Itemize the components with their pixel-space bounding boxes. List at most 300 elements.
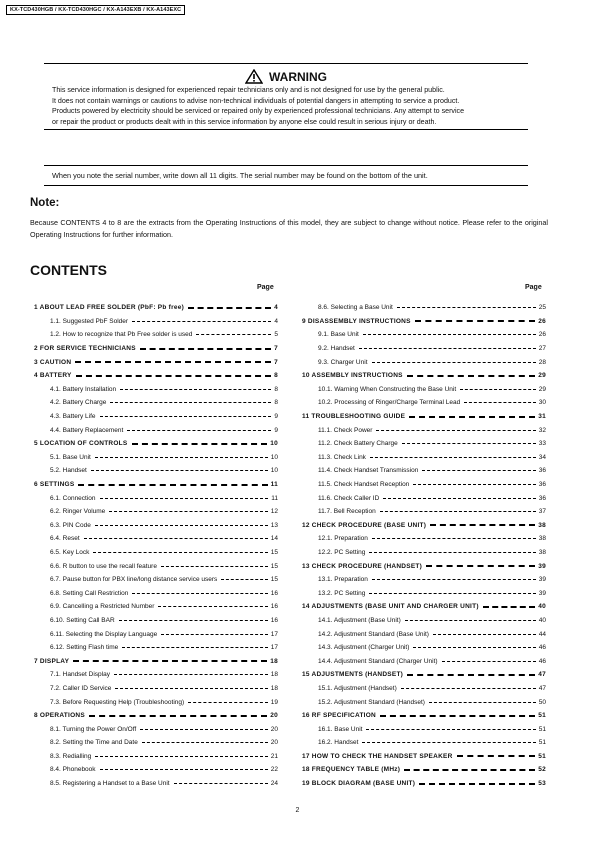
toc-leader (415, 320, 536, 322)
toc-entry-page: 9 (274, 413, 278, 421)
toc-leader (409, 416, 535, 418)
toc-entry-page: 44 (538, 630, 546, 638)
toc-entry-title: 6.8. Setting Call Restriction (50, 589, 129, 597)
toc-section-entry[interactable] (302, 750, 546, 764)
toc-subsection-entry[interactable] (302, 546, 546, 560)
toc-subsection-entry[interactable] (34, 750, 278, 764)
toc-leader (100, 416, 272, 417)
toc-subsection-entry[interactable] (302, 342, 546, 356)
toc-entry-title: 11.6. Check Caller ID (318, 494, 380, 502)
toc-subsection-entry[interactable] (34, 736, 278, 750)
toc-leader (93, 552, 267, 553)
toc-entry-title: 6.3. PIN Code (50, 521, 91, 529)
toc-section-entry[interactable] (34, 355, 278, 369)
toc-subsection-entry[interactable] (302, 491, 546, 505)
toc-subsection-entry[interactable] (34, 573, 278, 587)
toc-entry-page: 5 (274, 331, 278, 339)
toc-entry-page: 10 (270, 467, 278, 475)
toc-subsection-entry[interactable] (302, 464, 546, 478)
model-header: KX-TCD430HGB / KX-TCD430HGC / KX-A143EXB / KX-A143EXC (6, 5, 185, 15)
toc-entry-page: 11 (270, 481, 278, 489)
toc-subsection-entry[interactable] (34, 383, 278, 397)
toc-subsection-entry[interactable] (302, 614, 546, 628)
toc-entry-title: 8.5. Registering a Handset to a Base Unit (50, 780, 170, 788)
toc-leader (369, 593, 535, 594)
warning-heading (44, 69, 528, 85)
warning-triangle-icon (245, 69, 263, 84)
toc-entry-title: 2 FOR SERVICE TECHNICIANS (34, 345, 136, 353)
toc-entry-page: 19 (270, 698, 278, 706)
toc-subsection-entry[interactable] (34, 505, 278, 519)
toc-entry-page: 17 (270, 630, 278, 638)
toc-leader (483, 606, 536, 608)
toc-subsection-entry[interactable] (302, 355, 546, 369)
toc-leader (84, 538, 268, 539)
toc-subsection-entry[interactable] (302, 682, 546, 696)
toc-entry-page: 51 (538, 739, 546, 747)
toc-entry-page: 52 (538, 766, 546, 774)
toc-entry-page: 10 (270, 440, 278, 448)
toc-leader (115, 688, 267, 689)
toc-entry-page: 21 (270, 752, 278, 760)
toc-entry-page: 18 (270, 671, 278, 679)
toc-section-entry[interactable] (302, 600, 546, 614)
toc-entry-title: 6.1. Connection (50, 494, 96, 502)
toc-entry-title: 1 ABOUT LEAD FREE SOLDER (PbF: Pb free) (34, 304, 184, 312)
toc-subsection-entry[interactable] (34, 532, 278, 546)
toc-entry-page: 17 (270, 644, 278, 652)
toc-entry-page: 27 (538, 345, 546, 353)
toc-entry-title: 13.1. Preparation (318, 576, 368, 584)
toc-entry-page: 26 (538, 331, 546, 339)
toc-entry-page: 20 (270, 739, 278, 747)
toc-section-entry[interactable] (302, 709, 546, 723)
toc-subsection-entry[interactable] (302, 736, 546, 750)
toc-subsection-entry[interactable] (34, 491, 278, 505)
toc-leader (174, 783, 268, 784)
warning-line: This service information is designed for experienced repair technicians only and is not designed for use by the general public. (52, 86, 445, 94)
toc-entry-title: 5.1. Base Unit (50, 453, 91, 461)
toc-subsection-entry[interactable] (34, 328, 278, 342)
toc-entry-title: 13.2. PC Setting (318, 589, 366, 597)
toc-entry-page: 39 (538, 562, 546, 570)
page-column-label-right: Page (525, 284, 542, 291)
toc-entry-title: 14.3. Adjustment (Charger Unit) (318, 644, 410, 652)
toc-leader (404, 769, 535, 771)
toc-subsection-entry[interactable] (302, 383, 546, 397)
toc-leader (372, 362, 536, 363)
toc-subsection-entry[interactable] (302, 695, 546, 709)
warning-line: It does not contain warnings or cautions to advise non-technical individuals of potential dangers in attempting to service a product. (52, 96, 460, 105)
toc-leader (442, 661, 536, 662)
toc-leader (132, 321, 271, 322)
toc-section-entry[interactable] (302, 777, 546, 791)
toc-entry-page: 7 (274, 345, 278, 353)
toc-entry-page: 40 (538, 603, 546, 611)
toc-entry-page: 12 (270, 508, 278, 516)
toc-entry-page: 31 (538, 413, 546, 421)
toc-entry-page: 39 (538, 589, 546, 597)
toc-entry-title: 10.2. Processing of Ringer/Charge Terminal Lead (318, 399, 461, 407)
toc-section-entry[interactable] (302, 763, 546, 777)
toc-leader (380, 511, 536, 512)
toc-leader (433, 634, 536, 635)
toc-entry-title: 16.2. Handset (318, 739, 359, 747)
toc-entry-page: 50 (538, 698, 546, 706)
toc-entry-page: 20 (270, 725, 278, 733)
toc-leader (362, 742, 535, 743)
toc-entry-title: 6.12. Setting Flash time (50, 644, 119, 652)
toc-entry-page: 37 (538, 508, 546, 516)
toc-entry-page: 36 (538, 481, 546, 489)
toc-entry-title: 12 CHECK PROCEDURE (BASE UNIT) (302, 521, 427, 529)
toc-subsection-entry[interactable] (302, 505, 546, 519)
toc-entry-title: 14 ADJUSTMENTS (BASE UNIT AND CHARGER UNIT) (302, 603, 479, 611)
toc-entry-title: 11.3. Check Link (318, 453, 366, 461)
toc-section-entry[interactable] (34, 654, 278, 668)
toc-subsection-entry[interactable] (302, 654, 546, 668)
toc-leader (413, 647, 535, 648)
toc-entry-title: 6.6. R button to use the recall feature (50, 562, 157, 570)
toc-entry-page: 24 (270, 780, 278, 788)
toc-subsection-entry[interactable] (34, 396, 278, 410)
toc-entry-title: 11.1. Check Power (318, 426, 373, 434)
toc-entry-title: 9 DISASSEMBLY INSTRUCTIONS (302, 317, 411, 325)
toc-entry-title: 8.1. Turning the Power On/Off (50, 725, 137, 733)
toc-entry-page: 32 (538, 426, 546, 434)
toc-leader (380, 715, 535, 717)
toc-entry-title: 6.7. Pause button for PBX line/long distance service users (50, 576, 218, 584)
toc-leader (430, 524, 535, 526)
toc-entry-title: 11.2. Check Battery Charge (318, 440, 398, 448)
toc-entry-title: 10 ASSEMBLY INSTRUCTIONS (302, 372, 403, 380)
toc-entry-title: 11.4. Check Handset Transmission (318, 467, 419, 475)
toc-subsection-entry[interactable] (34, 546, 278, 560)
toc-entry-title: 12.1. Preparation (318, 535, 368, 543)
toc-subsection-entry[interactable] (302, 722, 546, 736)
toc-leader (100, 769, 268, 770)
toc-leader (376, 430, 535, 431)
toc-entry-title: 9.1. Base Unit (318, 331, 359, 339)
toc-section-entry[interactable] (302, 668, 546, 682)
toc-leader (91, 470, 268, 471)
toc-entry-page: 7 (274, 358, 278, 366)
toc-section-entry[interactable] (302, 559, 546, 573)
toc-entry-page: 30 (538, 399, 546, 407)
toc-entry-title: 7.1. Handset Display (50, 671, 110, 679)
toc-section-entry[interactable] (302, 369, 546, 383)
toc-entry-page: 8 (274, 399, 278, 407)
warning-title: WARNING (269, 69, 327, 84)
toc-subsection-entry[interactable] (34, 627, 278, 641)
toc-entry-page: 4 (274, 304, 278, 312)
toc-entry-page: 8 (274, 372, 278, 380)
toc-entry-title: 8.2. Setting the Time and Date (50, 739, 138, 747)
toc-entry-title: 6.2. Ringer Volume (50, 508, 106, 516)
toc-leader (140, 348, 271, 350)
toc-entry-title: 4.1. Battery Installation (50, 385, 117, 393)
toc-subsection-entry[interactable] (34, 423, 278, 437)
toc-entry-page: 36 (538, 494, 546, 502)
page-column-label-left: Page (257, 284, 274, 291)
toc-leader (73, 660, 267, 662)
toc-leader (95, 457, 268, 458)
toc-subsection-entry[interactable] (302, 423, 546, 437)
toc-entry-title: 5.2. Handset (50, 467, 87, 475)
toc-leader (372, 538, 536, 539)
toc-subsection-entry[interactable] (302, 627, 546, 641)
toc-leader (95, 756, 268, 757)
toc-entry-title: 6.10. Setting Call BAR (50, 616, 115, 624)
toc-leader (363, 334, 536, 335)
toc-leader (95, 525, 268, 526)
toc-entry-page: 40 (538, 616, 546, 624)
toc-leader (161, 634, 268, 635)
toc-entry-title: 14.1. Adjustment (Base Unit) (318, 616, 401, 624)
toc-subsection-entry[interactable] (34, 682, 278, 696)
toc-subsection-entry[interactable] (34, 464, 278, 478)
toc-leader (372, 579, 536, 580)
toc-entry-page: 18 (270, 684, 278, 692)
toc-entry-page: 29 (538, 372, 546, 380)
toc-leader (142, 742, 268, 743)
toc-leader (132, 443, 268, 445)
toc-entry-page: 16 (270, 616, 278, 624)
toc-subsection-entry[interactable] (302, 532, 546, 546)
toc-entry-page: 51 (538, 725, 546, 733)
toc-leader (460, 389, 536, 390)
toc-subsection-entry[interactable] (34, 315, 278, 329)
toc-subsection-entry[interactable] (302, 451, 546, 465)
toc-entry-page: 15 (270, 548, 278, 556)
toc-entry-page: 11 (271, 494, 278, 502)
toc-entry-title: 8.4. Phonebook (50, 766, 96, 774)
toc-entry-page: 25 (538, 304, 546, 312)
toc-leader (429, 702, 536, 703)
toc-entry-title: 15.1. Adjustment (Handset) (318, 684, 397, 692)
toc-leader (188, 702, 268, 703)
toc-leader (75, 361, 271, 363)
toc-entry-page: 51 (538, 752, 546, 760)
toc-subsection-entry[interactable] (34, 559, 278, 573)
toc-entry-title: 9.2. Handset (318, 345, 355, 353)
toc-entry-title: 16 RF SPECIFICATION (302, 712, 376, 720)
toc-leader (419, 783, 535, 785)
toc-entry-page: 38 (538, 548, 546, 556)
toc-entry-title: 15 ADJUSTMENTS (HANDSET) (302, 671, 404, 679)
toc-subsection-entry[interactable] (34, 668, 278, 682)
toc-entry-page: 36 (538, 467, 546, 475)
toc-leader (221, 579, 267, 580)
toc-entry-page: 33 (538, 440, 546, 448)
toc-leader (76, 375, 271, 377)
toc-entry-page: 16 (270, 603, 278, 611)
toc-section-entry[interactable] (302, 410, 546, 424)
toc-entry-title: 16.1. Base Unit (318, 725, 363, 733)
toc-leader (120, 389, 271, 390)
warning-text (52, 85, 528, 127)
toc-subsection-entry[interactable] (302, 328, 546, 342)
toc-section-entry[interactable] (34, 478, 278, 492)
toc-entry-title: 4 BATTERY (34, 372, 72, 380)
toc-entry-page: 22 (270, 766, 278, 774)
warning-line: Products powered by electricity should be serviced or repaired only by experienced professional technicians. Any attempt to service (52, 107, 465, 115)
toc-entry-page: 34 (538, 453, 546, 461)
toc-entry-title: 5 LOCATION OF CONTROLS (34, 440, 128, 448)
toc-entry-page: 47 (538, 684, 546, 692)
toc-leader (383, 498, 535, 499)
toc-leader (127, 430, 271, 431)
toc-entry-title: 10.1. Warning When Constructing the Base Unit (318, 385, 457, 393)
toc-entry-page: 14 (270, 535, 278, 543)
toc-entry-title: 6.9. Cancelling a Restricted Number (50, 603, 155, 611)
toc-leader (407, 375, 536, 377)
toc-leader (397, 307, 536, 308)
toc-entry-title: 15.2. Adjustment Standard (Handset) (318, 698, 425, 706)
toc-subsection-entry[interactable] (302, 437, 546, 451)
toc-entry-page: 4 (274, 317, 278, 325)
toc-leader (188, 307, 271, 309)
toc-subsection-entry[interactable] (34, 695, 278, 709)
toc-entry-page: 20 (270, 712, 278, 720)
toc-subsection-entry[interactable] (302, 478, 546, 492)
toc-entry-title: 6.4. Reset (50, 535, 80, 543)
toc-leader (122, 647, 267, 648)
toc-subsection-entry[interactable] (34, 641, 278, 655)
toc-leader (161, 566, 268, 567)
toc-leader (140, 729, 268, 730)
toc-column-left (34, 301, 278, 790)
toc-entry-title: 13 CHECK PROCEDURE (HANDSET) (302, 562, 423, 570)
toc-entry-title: 8.3. Redialling (50, 752, 92, 760)
toc-section-entry[interactable] (34, 709, 278, 723)
toc-leader (100, 498, 269, 499)
page-number: 2 (295, 807, 300, 814)
toc-entry-page: 26 (538, 317, 546, 325)
toc-subsection-entry[interactable] (34, 410, 278, 424)
toc-entry-title: 8.6. Selecting a Base Unit (318, 304, 393, 312)
toc-leader (422, 470, 535, 471)
toc-subsection-entry[interactable] (302, 396, 546, 410)
note-heading: Note: (30, 197, 60, 209)
toc-entry-page: 16 (270, 589, 278, 597)
toc-entry-title: 11.5. Check Handset Reception (318, 481, 410, 489)
toc-entry-page: 46 (538, 657, 546, 665)
toc-entry-page: 18 (270, 657, 278, 665)
toc-section-entry[interactable] (34, 437, 278, 451)
toc-section-entry[interactable] (34, 301, 278, 315)
toc-section-entry[interactable] (302, 519, 546, 533)
toc-subsection-entry[interactable] (34, 600, 278, 614)
toc-entry-title: 8 OPERATIONS (34, 712, 85, 720)
toc-entry-title: 7 DISPLAY (34, 657, 70, 665)
toc-leader (426, 565, 535, 567)
toc-subsection-entry[interactable] (34, 777, 278, 791)
toc-leader (132, 593, 267, 594)
warning-box (44, 63, 528, 130)
toc-subsection-entry[interactable] (302, 586, 546, 600)
serial-number-note: When you note the serial number, write down all 11 digits. The serial number may be found on the bottom of the unit. (44, 165, 528, 186)
toc-entry-title: 14.2. Adjustment Standard (Base Unit) (318, 630, 429, 638)
toc-subsection-entry[interactable] (302, 573, 546, 587)
toc-entry-title: 4.2. Battery Charge (50, 399, 107, 407)
toc-entry-page: 15 (270, 576, 278, 584)
toc-leader (401, 688, 536, 689)
toc-entry-title: 4.4. Battery Replacement (50, 426, 124, 434)
toc-entry-title: 7.3. Before Requesting Help (Troubleshooting) (50, 698, 185, 706)
toc-leader (110, 402, 271, 403)
toc-leader (196, 334, 271, 335)
toc-section-entry[interactable] (302, 315, 546, 329)
toc-entry-page: 46 (538, 644, 546, 652)
toc-entry-title: 4.3. Battery Life (50, 413, 96, 421)
toc-entry-page: 47 (538, 671, 546, 679)
toc-entry-title: 9.3. Charger Unit (318, 358, 368, 366)
toc-entry-page: 10 (270, 453, 278, 461)
toc-entry-page: 13 (270, 521, 278, 529)
toc-section-entry[interactable] (34, 369, 278, 383)
toc-column-right (302, 301, 546, 790)
toc-leader (109, 511, 267, 512)
toc-entry-title: 7.2. Caller ID Service (50, 684, 112, 692)
toc-subsection-entry[interactable] (34, 722, 278, 736)
toc-entry-title: 19 BLOCK DIAGRAM (BASE UNIT) (302, 780, 416, 788)
toc-entry-page: 38 (538, 521, 546, 529)
toc-entry-title: 1.1. Suggested PbF Solder (50, 317, 129, 325)
toc-subsection-entry[interactable] (34, 451, 278, 465)
toc-entry-title: 6.5. Key Lock (50, 548, 90, 556)
toc-entry-page: 38 (538, 535, 546, 543)
toc-entry-page: 15 (270, 562, 278, 570)
toc-leader (457, 755, 536, 757)
toc-entry-page: 9 (274, 426, 278, 434)
toc-leader (78, 484, 267, 486)
toc-subsection-entry[interactable] (34, 614, 278, 628)
toc-leader (119, 620, 268, 621)
toc-entry-title: 18 FREQUENCY TABLE (MHz) (302, 766, 401, 774)
toc-subsection-entry[interactable] (302, 641, 546, 655)
toc-entry-page: 53 (538, 780, 546, 788)
toc-entry-page: 8 (274, 385, 278, 393)
toc-leader (464, 402, 536, 403)
toc-entry-title: 3 CAUTION (34, 358, 72, 366)
toc-entry-title: 6.11. Selecting the Display Language (50, 630, 158, 638)
toc-entry-title: 12.2. PC Setting (318, 548, 366, 556)
toc-leader (114, 674, 268, 675)
toc-subsection-entry[interactable] (34, 586, 278, 600)
toc-entry-title: 11 TROUBLESHOOTING GUIDE (302, 413, 406, 421)
toc-subsection-entry[interactable] (34, 519, 278, 533)
toc-leader (369, 552, 535, 553)
toc-entry-title: 1.2. How to recognize that Pb Free solder is used (50, 331, 193, 339)
toc-entry-title: 17 HOW TO CHECK THE HANDSET SPEAKER (302, 752, 453, 760)
toc-entry-page: 39 (538, 576, 546, 584)
toc-section-entry[interactable] (34, 342, 278, 356)
toc-entry-page: 28 (538, 358, 546, 366)
toc-subsection-entry[interactable] (302, 301, 546, 315)
toc-leader (366, 729, 535, 730)
contents-heading: CONTENTS (30, 262, 107, 278)
warning-line: or repair the product or products dealt with in this service information by anyone else could result in serious injury or death. (52, 117, 437, 126)
toc-leader (405, 620, 536, 621)
toc-leader (158, 606, 267, 607)
toc-entry-page: 29 (538, 385, 546, 393)
toc-leader (359, 348, 536, 349)
toc-subsection-entry[interactable] (34, 763, 278, 777)
toc-leader (370, 457, 536, 458)
toc-entry-title: 6 SETTINGS (34, 481, 75, 489)
toc-entry-title: 14.4. Adjustment Standard (Charger Unit) (318, 657, 438, 665)
